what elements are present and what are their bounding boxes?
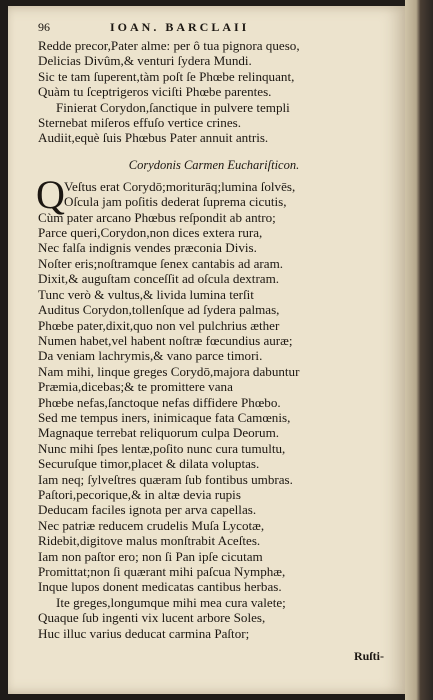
verse-line: Sic te tam ſuperent,tàm poſt ſe Phœbe relinquant,	[38, 68, 295, 84]
verse-line: Nam mihi, linque greges Corydō,majora dabuntur	[38, 363, 300, 379]
verse-line: Oſcula jam poſitis dederat ſuprema cicutis,	[64, 194, 287, 210]
verse-line: Da veniam lachrymis,& vano parce timori.	[38, 348, 263, 364]
verse-line: Sternebat miſeros effuſo vertice crines.	[38, 115, 241, 131]
verse-line: Iam neq; ſylveſtres quæram ſub fontibus umbras.	[38, 471, 293, 487]
prologue-verse	[38, 38, 390, 146]
verse-line: Phœbe pater,dixit,quo non vel pulchrius æther	[38, 317, 280, 333]
verse-line: Quàm tu ſceptrigeros viciſti Phœbe parentes.	[38, 84, 272, 100]
verse-line: Præmia,dicebas;& te promittere vana	[38, 379, 233, 395]
poem-heading: Corydonis Carmen Euchariſticon.	[128, 157, 300, 172]
book-page	[8, 6, 405, 694]
page-text	[38, 20, 390, 664]
verse-line: Noſter eris;noſtramque ſenex cantabis ad aram.	[38, 255, 284, 271]
verse-line: Huc illuc varius deducat carmina Paſtor;	[38, 625, 250, 641]
poem-body	[36, 171, 390, 641]
verse-line: Inque lupos donent medicatas cantibus herbas.	[38, 579, 282, 595]
verse-line: Securuſque timor,placet & dilata voluptas.	[38, 456, 260, 472]
page-number: 96	[38, 20, 50, 34]
verse-line: Cùm pater arcano Phœbus reſpondit ab antro;	[38, 209, 276, 225]
verse-line: Nunc mihi ſpes lentæ,poſito nunc cura tumultu,	[38, 440, 286, 456]
verse-line: Sed me tempus iners, inimicaque fata Camœnis,	[38, 409, 291, 425]
verse-line: Redde precor,Pater alme: per ô tua pignora queso,	[38, 38, 300, 53]
verse-line: Dixit,& auguſtam conceſſit ad oſcula dextram.	[38, 271, 280, 287]
drop-cap: Q	[36, 171, 65, 217]
verse-line: Paſtori,pecorique,& in altæ devia rupis	[38, 486, 241, 502]
verse-line: Auditus Corydon,tollenſque ad ſydera palmas,	[38, 302, 280, 318]
verse-line: Promittat;non ſi quærant mihi paſcua Nymphæ,	[38, 564, 286, 579]
page-edge	[405, 0, 433, 700]
catchword: Ruſti-	[354, 649, 384, 664]
verse-line: Delicias Divûm,& venturi ſydera Mundi.	[38, 53, 252, 69]
verse-line: Iam non paſtor ero; non ſi Pan ipſe cicutam	[38, 548, 263, 564]
verse-line: Veſtus erat Corydō;moriturāq;lumina ſolvēs,	[64, 178, 296, 194]
verse-line: Numen habet,vel habent noſtræ fœcundius auræ;	[38, 332, 293, 348]
verse-line: Phœbe nefas,ſanctoque nefas diffidere Phœbo.	[38, 394, 281, 410]
verse-line: Quaque ſub ingenti vix lucent arbore Soles,	[38, 610, 266, 626]
verse-line: Magnaque terrebat reliquorum culpa Deorum.	[38, 425, 280, 441]
verse-line: Nec falſa indignis vendes præconia Divis.	[38, 240, 257, 256]
verse-line: Parce queri,Corydon,non dices extera rura,	[38, 225, 263, 241]
verse-line: Audiit,equè ſuis Phœbus Pater annuit antris.	[38, 130, 269, 146]
verse-line: Ridebit,digitove malus monſtrabit Aceſtes.	[38, 533, 261, 549]
verse-line: Deducam faciles ignota per arva capellas.	[38, 502, 257, 518]
verse-line: Ite greges,longumque mihi mea cura valete;	[56, 594, 286, 610]
verse-line: Nec patriæ reducem crudelis Muſa Lycotæ,	[38, 517, 265, 533]
verse-line: Finierat Corydon,ſanctique in pulvere templi	[56, 99, 290, 115]
verse-line: Tunc verò & vultus,& livida lumina terſit	[38, 286, 254, 302]
page-header	[38, 20, 390, 38]
running-head: IOAN. BARCLAII	[110, 20, 250, 34]
